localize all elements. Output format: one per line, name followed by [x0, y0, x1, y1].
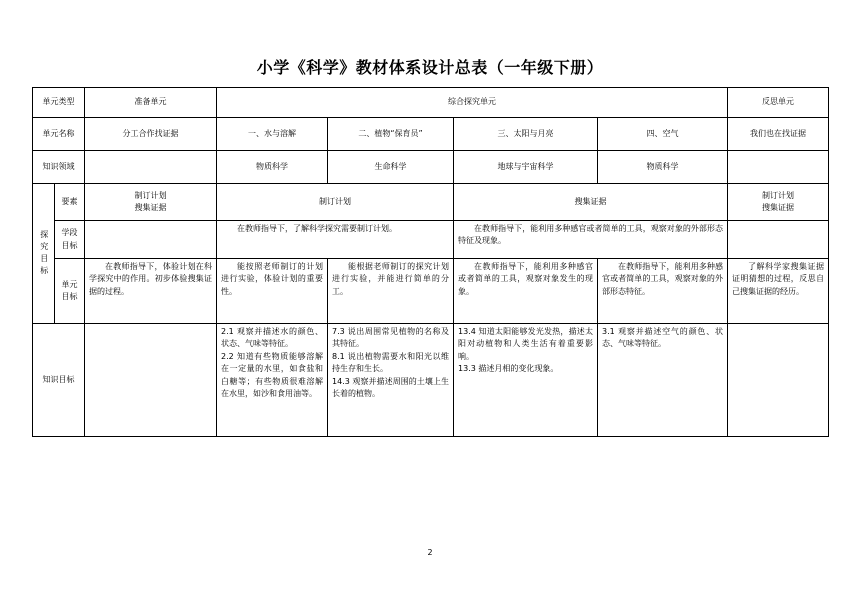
stage-goal-reflection	[728, 221, 829, 259]
unit-name-cell: 分工合作找证据	[85, 118, 217, 151]
knowledge-domain-cell: 物质科学	[598, 151, 728, 184]
knowledge-domain-cell: 地球与宇宙科学	[454, 151, 598, 184]
unit-name-label: 单元名称	[33, 118, 85, 151]
knowledge-goal-plants: 7.3 说出周围常见植物的名称及其特征。 8.1 说出植物需要水和阳光以维持生存和生长。 14.3 观察并描述周围的土壤上生长着的植物。	[328, 324, 454, 437]
knowledge-goal-prep	[85, 324, 217, 437]
unit-name-cell: 一、水与溶解	[217, 118, 328, 151]
knowledge-domain-cell	[85, 151, 217, 184]
unit-type-reflection: 反思单元	[728, 88, 829, 118]
knowledge-domain-label: 知识领域	[33, 151, 85, 184]
elements-plan: 制订计划	[217, 184, 454, 221]
knowledge-domain-cell: 物质科学	[217, 151, 328, 184]
unit-goal-cell: 能根据老师制订的探究计划进行实验，并能进行简单的分工。	[328, 259, 454, 324]
knowledge-domain-cell: 生命科学	[328, 151, 454, 184]
row-unit-name	[33, 118, 829, 151]
unit-goal-cell: 在教师指导下，体验计划在科学探究中的作用。初步体验搜集证据的过程。	[85, 259, 217, 324]
stage-goal-plan: 在教师指导下，了解科学探究需要制订计划。	[217, 221, 454, 259]
row-inquiry-elements	[33, 184, 829, 221]
unit-goal-label: 单元目标	[55, 259, 85, 324]
unit-name-cell: 我们也在找证据	[728, 118, 829, 151]
row-stage-goal	[33, 221, 829, 259]
knowledge-domain-cell	[728, 151, 829, 184]
knowledge-goal-reflection	[728, 324, 829, 437]
unit-goal-cell: 在教师指导下，能利用多种感官或者简单的工具，观察对象的外部形态特征。	[598, 259, 728, 324]
knowledge-goal-sun-moon: 13.4 知道太阳能够发光发热，描述太阳对动植物和人类生活有着重要影响。 13.3 描述月相的变化现象。	[454, 324, 598, 437]
unit-name-cell: 二、植物“保育员”	[328, 118, 454, 151]
unit-type-label: 单元类型	[33, 88, 85, 118]
elements-collect: 搜集证据	[454, 184, 728, 221]
row-unit-goal	[33, 259, 829, 324]
elements-reflection: 制订计划 搜集证据	[728, 184, 829, 221]
unit-name-cell: 三、太阳与月亮	[454, 118, 598, 151]
knowledge-goal-water: 2.1 观察并描述水的颜色、状态、气味等特征。 2.2 知道有些物质能够溶解在一定量的水里，如食盐和白糖等；有些物质很难溶解在水里，如沙和食用油等。	[217, 324, 328, 437]
unit-type-comprehensive: 综合探究单元	[217, 88, 728, 118]
elements-prep: 制订计划 搜集证据	[85, 184, 217, 221]
page-title: 小学《科学》教材体系设计总表（一年级下册）	[256, 58, 604, 77]
elements-label: 要素	[55, 184, 85, 221]
knowledge-goal-label: 知识目标	[33, 324, 85, 437]
unit-goal-cell: 了解科学家搜集证据证明猜想的过程，反思自己搜集证据的经历。	[728, 259, 829, 324]
row-knowledge-domain	[33, 151, 829, 184]
stage-goal-label: 学段目标	[55, 221, 85, 259]
stage-goal-collect: 在教师指导下，能利用多种感官或者简单的工具，观察对象的外部形态特征及现象。	[454, 221, 728, 259]
unit-goal-cell: 在教师指导下，能利用多种感官或者简单的工具，观察对象发生的现象。	[454, 259, 598, 324]
page-number: 2	[427, 548, 433, 557]
row-unit-type	[33, 88, 829, 118]
unit-name-cell: 四、空气	[598, 118, 728, 151]
row-knowledge-goal	[33, 324, 829, 437]
unit-type-prep: 准备单元	[85, 88, 217, 118]
knowledge-goal-air: 3.1 观察并描述空气的颜色、状态、气味等特征。	[598, 324, 728, 437]
stage-goal-prep	[85, 221, 217, 259]
curriculum-table	[32, 87, 829, 437]
inquiry-goal-label: 探究目标	[33, 184, 55, 324]
unit-goal-cell: 能按照老师制订的计划进行实验，体验计划的重要性。	[217, 259, 328, 324]
